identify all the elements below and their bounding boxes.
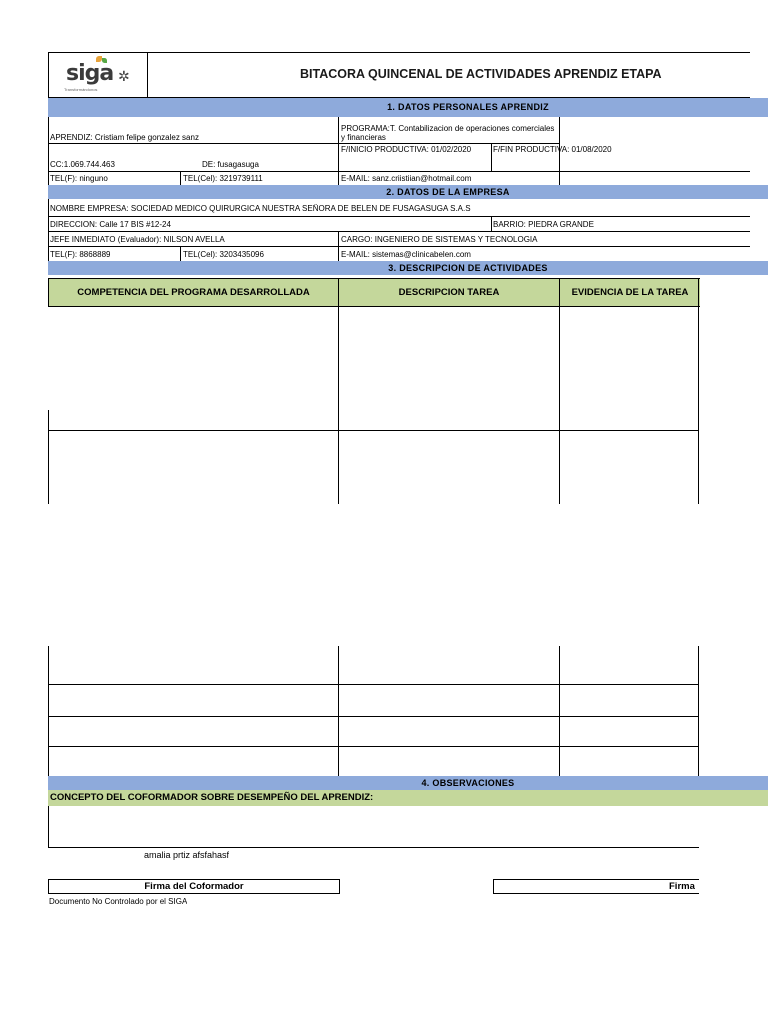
table-row-line-3 [48,746,699,747]
logo [60,56,140,94]
direccion-field: DIRECCION: Calle 17 BIS #12-24 [50,220,171,229]
barrio-cell [491,216,492,231]
table-col-divider-1 [338,307,339,504]
programa-field: PROGRAMA:T. Contabilizacion de operaciones comerciales y financieras [341,124,555,142]
email-right-cell [559,171,560,185]
telcel2-field: TEL(Cel): 3203435096 [183,250,264,259]
table-row-divider [48,430,699,431]
table-col-divider-2-lower [559,646,560,776]
s1-leftline [48,117,49,186]
email-field: E-MAIL: sanz.criistiian@hotmail.com [341,174,472,183]
telcel-field: TEL(Cel): 3219739111 [183,174,263,183]
column-header-competencia: COMPETENCIA DEL PROGRAMA DESARROLLADA [48,278,339,307]
s2-row2-line [48,231,750,232]
cc-field: CC:1.069.744.463 [50,160,115,169]
barrio-field: BARRIO: PIEDRA GRANDE [493,220,594,229]
table-right-edge [698,278,699,504]
section2-title: 2. DATOS DE LA EMPRESA [48,185,768,199]
section3-title: 3. DESCRIPCION DE ACTIVIDADES [48,261,768,275]
firma-other-label: Firma [669,881,695,892]
concepto-label: CONCEPTO DEL COFORMADOR SOBRE DESEMPEÑO DEL APRENDIZ: [50,792,374,803]
firma-coformador-label: Firma del Coformador [144,881,244,892]
telcel2-cell [180,246,181,261]
s2-leftline [48,199,49,261]
table-col-divider-2 [559,307,560,504]
observaciones-note: amalia prtiz afsfahasf [144,851,230,860]
cargo-field: CARGO: INGENIERO DE SISTEMAS Y TECNOLOGIA [341,235,538,244]
ffin-right-cell [559,144,560,171]
table-left-edge [48,410,49,504]
column-header-evidencia: EVIDENCIA DE LA TAREA [559,278,700,307]
table-right-edge-lower [698,646,699,776]
s2-row1-line [48,216,750,217]
telf-field: TEL(F): ninguno [50,174,108,183]
ffin-field: F/FIN PRODUCTIVA: 01/08/2020 [493,145,612,154]
programa-right-cell [559,117,560,144]
column-header-descripcion: DESCRIPCION TAREA [338,278,560,307]
aprendiz-field: APRENDIZ: Cristiam felipe gonzalez sanz [50,133,199,142]
logo-text: siga [66,61,114,86]
email2-field: E-MAIL: sistemas@clinicabelen.com [341,250,471,259]
table-col-divider-1-lower [338,646,339,776]
section1-title: 1. DATOS PERSONALES APRENDIZ [48,98,768,117]
footer-note: Documento No Controlado por el SIGA [49,897,188,906]
email-cell [338,171,339,185]
telf2-field: TEL(F): 8868889 [50,250,111,259]
sena-star-icon: ✲ [118,68,130,84]
empresa-field: NOMBRE EMPRESA: SOCIEDAD MEDICO QUIRURGICA NUESTRA SEÑORA DE BELEN DE FUSAGASUGA S.A.S [50,204,471,213]
observaciones-box [48,806,699,848]
s1-row3-line [48,171,750,172]
logo-tagline: Transformándonos [64,87,98,92]
de-field: DE: fusagasuga [202,160,259,169]
finicio-cell [338,144,339,171]
document-title: BITACORA QUINCENAL DE ACTIVIDADES APRENDIZ ETAPA [300,67,662,81]
ffin-cell [491,144,492,171]
telcel-cell [180,171,181,185]
jefe-field: JEFE INMEDIATO (Evaluador): NILSON AVELLA [50,235,225,244]
finicio-field: F/INICIO PRODUCTIVA: 01/02/2020 [341,145,472,154]
table-row-line-2 [48,716,699,717]
table-left-edge-lower [48,646,49,776]
table-row-line-1 [48,684,699,685]
section4-title: 4. OBSERVACIONES [48,776,768,790]
s2-row3-line [48,246,750,247]
s1-row1-line [48,143,338,144]
